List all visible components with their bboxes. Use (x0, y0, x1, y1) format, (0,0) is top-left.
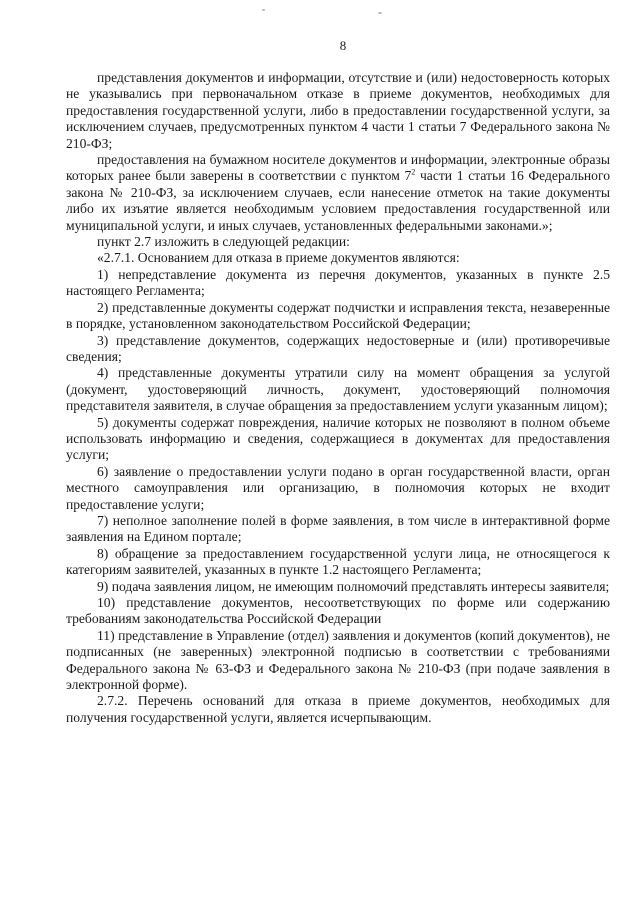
scan-speck (378, 12, 382, 14)
paragraph-2-7-1-heading: «2.7.1. Основанием для отказа в приеме документов являются: (97, 250, 460, 266)
list-item-6: 6) заявление о предоставлении услуги подано в орган государственной власти, орган местного самоуправления или организацию, в полномочия которых не входит предоставление услуги; (66, 463, 610, 512)
page-number: 8 (339, 38, 347, 53)
document-body (66, 70, 610, 726)
paragraph-amend-2-7: пункт 2.7 изложить в следующей редакции: (97, 234, 350, 250)
superscript: 2 (411, 167, 416, 177)
list-item-11: 11) представление в Управление (отдел) заявления и документов (копий документов), не подписанных (не заверенных) электронной подписью в соответствии с требованиями Федерального закона № 63-ФЗ и Федерального закона № 210-ФЗ (при подаче заявления в электронной форме). (66, 627, 610, 693)
list-item-10: 10) представление документов, несоответствующих по форме или содержанию требованиям законодательства Российской Федерации (66, 595, 610, 627)
list-item-3: 3) представление документов, содержащих недостоверные и (или) противоречивые сведения; (66, 332, 610, 364)
list-item-7: 7) неполное заполнение полей в форме заявления, в том числе в интерактивной форме заявления на Едином портале; (66, 512, 610, 545)
paragraph-2-7-2: 2.7.2. Перечень оснований для отказа в приеме документов, необходимых для получения государственной услуги, является исчерпывающим. (66, 693, 610, 725)
list-item-2: 2) представленные документы содержат подчистки и исправления текста, незаверенные в порядке, установленном законодательством Российской Федерации; (66, 299, 610, 332)
list-item-1: 1) непредставление документа из перечня документов, указанных в пункте 2.5 настоящего Регламента; (66, 266, 610, 299)
paragraph-paper-documents: предоставления на бумажном носителе документов и информации, электронные образы которых ранее были заверены в соответствии с пунктом $7^2$ части 1 статьи 16 Федерального закона № 210-ФЗ, за исключением случаев, если нанесение отметок на такие документы либо их изъятие является необходимым условием предоставления государственной или муниципальной услуги, и иных случаев, установленных федеральными законами.»; (66, 152, 611, 233)
list-item-5: 5) документы содержат повреждения, наличие которых не позволяют в полном объеме использовать информацию и сведения, содержащиеся в документах для предоставления услуги; (66, 414, 610, 463)
scan-speck (262, 9, 265, 11)
list-item-9: 9) подача заявления лицом, не имеющим полномочий представлять интересы заявителя; (97, 578, 610, 594)
list-item-8: 8) обращение за предоставлением государственной услуги лица, не относящегося к категориям заявителей, указанных в пункте 1.2 настоящего Регламента; (66, 545, 610, 578)
list-item-4: 4) представленные документы утратили силу на момент обращения за услугой (документ, удостоверяющий личность, документ, удостоверяющий полномочия представителя заявителя, в случае обращения за предоставлением услуги указанным лицом); (66, 365, 610, 414)
paragraph-refusal-info-missing: представления документов и информации, отсутствие и (или) недостоверность которых не указывались при первоначальном отказе в приеме документов, необходимых для предоставления государственной услуги, либо в предоставлении государственной услуги, за исключением случаев, предусмотренных пунктом 4 части 1 статьи 7 Федерального закона № 210-ФЗ; (66, 70, 610, 151)
